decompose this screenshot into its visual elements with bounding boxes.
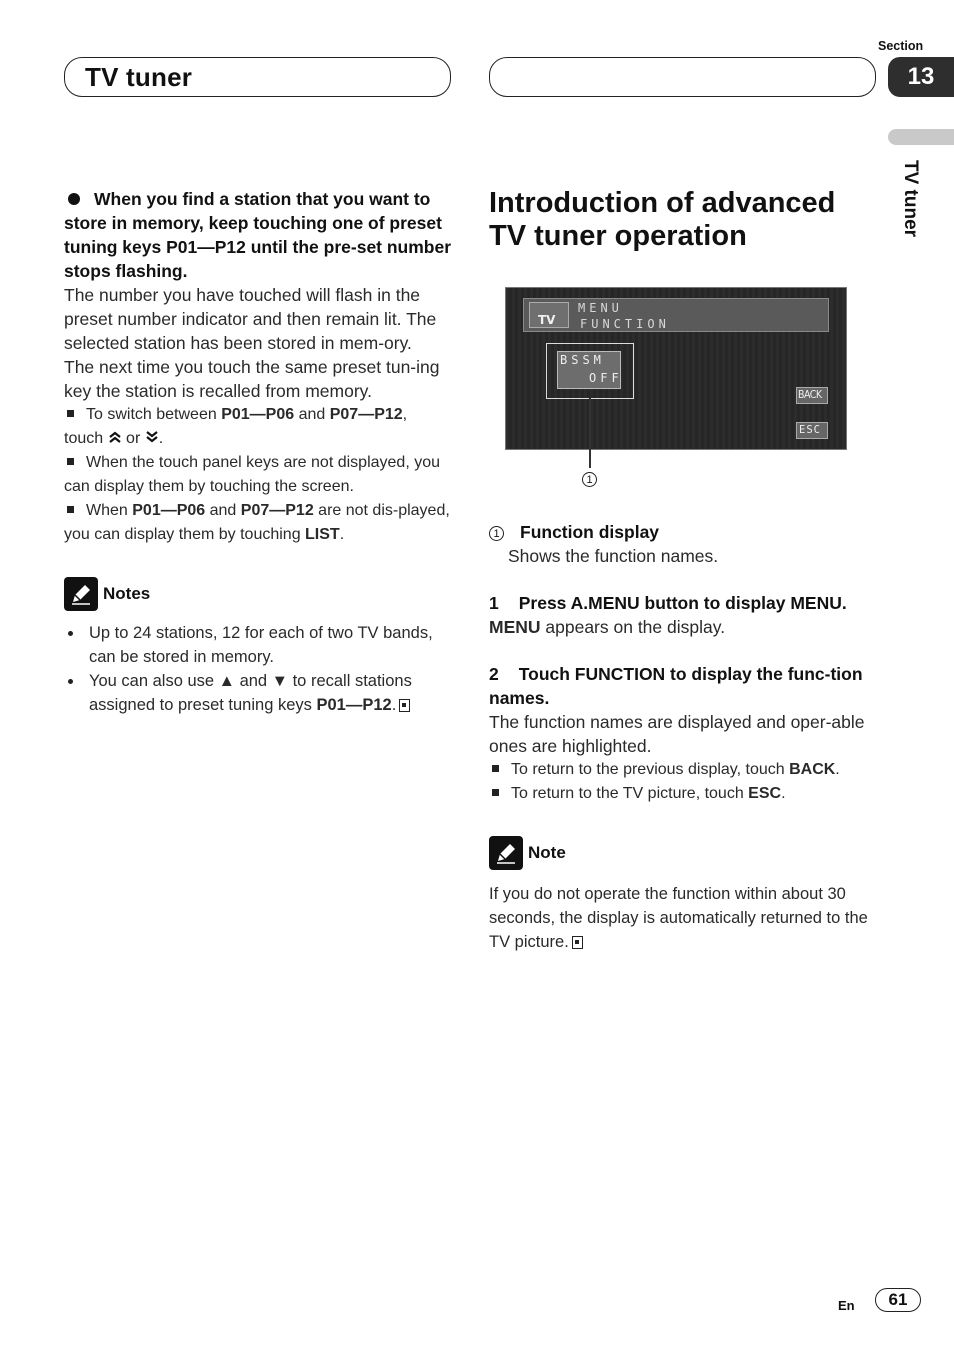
list-item: Up to 24 stations, 12 for each of two TV bands, can be stored in memory. bbox=[64, 621, 452, 669]
page-title: TV tuner bbox=[85, 62, 193, 92]
note-title: Note bbox=[528, 843, 566, 862]
square-bullet-icon bbox=[492, 765, 499, 772]
callout-number: 1 bbox=[582, 471, 597, 489]
pencil-icon bbox=[489, 836, 523, 870]
side-tab bbox=[888, 129, 954, 145]
tip-esc: To return to the TV picture, touch ESC. bbox=[489, 782, 877, 806]
double-chevron-up-icon bbox=[108, 430, 122, 444]
end-mark-icon bbox=[399, 699, 410, 712]
notes-title: Notes bbox=[103, 584, 151, 603]
double-chevron-down-icon bbox=[145, 430, 159, 444]
function-display-desc: Shows the function names. bbox=[508, 546, 719, 566]
notes-list bbox=[64, 621, 452, 717]
note-header bbox=[489, 836, 877, 870]
bssm-button[interactable]: BSSM OFF bbox=[557, 351, 621, 389]
pencil-icon bbox=[64, 577, 98, 611]
paragraph-2: The next time you touch the same preset tun-ing key the station is recalled from memory. bbox=[64, 357, 440, 401]
end-mark-icon bbox=[572, 936, 583, 949]
function-display-heading: 1 Function display bbox=[489, 520, 877, 544]
tip-switch-presets: To switch between P01—P06 and P07—P12, touch or . bbox=[64, 406, 408, 447]
square-bullet-icon bbox=[67, 506, 74, 513]
tip-list-key: When P01—P06 and P07—P12 are not dis-played, you can display them by touching LIST. bbox=[64, 502, 450, 543]
right-body bbox=[489, 520, 877, 954]
header-title-box bbox=[64, 57, 451, 97]
function-label: FUNCTION bbox=[580, 317, 670, 331]
step-1-desc: MENU appears on the display. bbox=[489, 617, 726, 637]
section-heading: Introduction of advanced TV tuner operation bbox=[489, 187, 836, 252]
language-label: En bbox=[838, 1298, 855, 1313]
page-number: 61 bbox=[875, 1288, 921, 1312]
tv-menu-screen bbox=[505, 287, 847, 450]
menu-label: MENU bbox=[578, 301, 623, 315]
callout-line bbox=[589, 398, 591, 468]
side-section-label: TV tuner bbox=[900, 160, 921, 238]
square-bullet-icon bbox=[67, 410, 74, 417]
step-1-heading: 1 Press A.MENU button to display MENU. bbox=[489, 593, 847, 613]
section-label: Section bbox=[878, 39, 924, 53]
notes-header bbox=[64, 577, 452, 611]
paragraph-1: The number you have touched will flash in the preset number indicator and then remain lit. The selected station has been stored in mem-ory. bbox=[64, 285, 437, 353]
tip-back: To return to the previous display, touch BACK. bbox=[489, 758, 877, 782]
section-number: 13 bbox=[888, 57, 954, 97]
square-bullet-icon bbox=[492, 789, 499, 796]
back-button[interactable]: BACK bbox=[796, 387, 828, 404]
tv-badge: TV bbox=[529, 302, 569, 328]
left-column bbox=[64, 187, 452, 717]
note-text: If you do not operate the function within about 30 seconds, the display is automatically returned to the TV picture. bbox=[489, 885, 868, 951]
bullet-dot-icon bbox=[68, 193, 80, 205]
step-2-desc: The function names are displayed and oper-able ones are highlighted. bbox=[489, 712, 865, 756]
square-bullet-icon bbox=[67, 458, 74, 465]
list-item: You can also use ▲ and ▼ to recall stations assigned to preset tuning keys P01—P12. bbox=[64, 669, 452, 717]
header-blank-box bbox=[489, 57, 876, 97]
step-heading: When you find a station that you want to store in memory, keep touching one of preset tuning keys P01—P12 until the pre-set number stops flashing. bbox=[64, 189, 452, 281]
tip-touch-panel: When the touch panel keys are not displayed, you can display them by touching the screen. bbox=[64, 454, 440, 495]
step-2-heading: 2 Touch FUNCTION to display the func-tion names. bbox=[489, 664, 863, 708]
esc-button[interactable]: ESC bbox=[796, 422, 828, 439]
right-column bbox=[489, 187, 877, 253]
